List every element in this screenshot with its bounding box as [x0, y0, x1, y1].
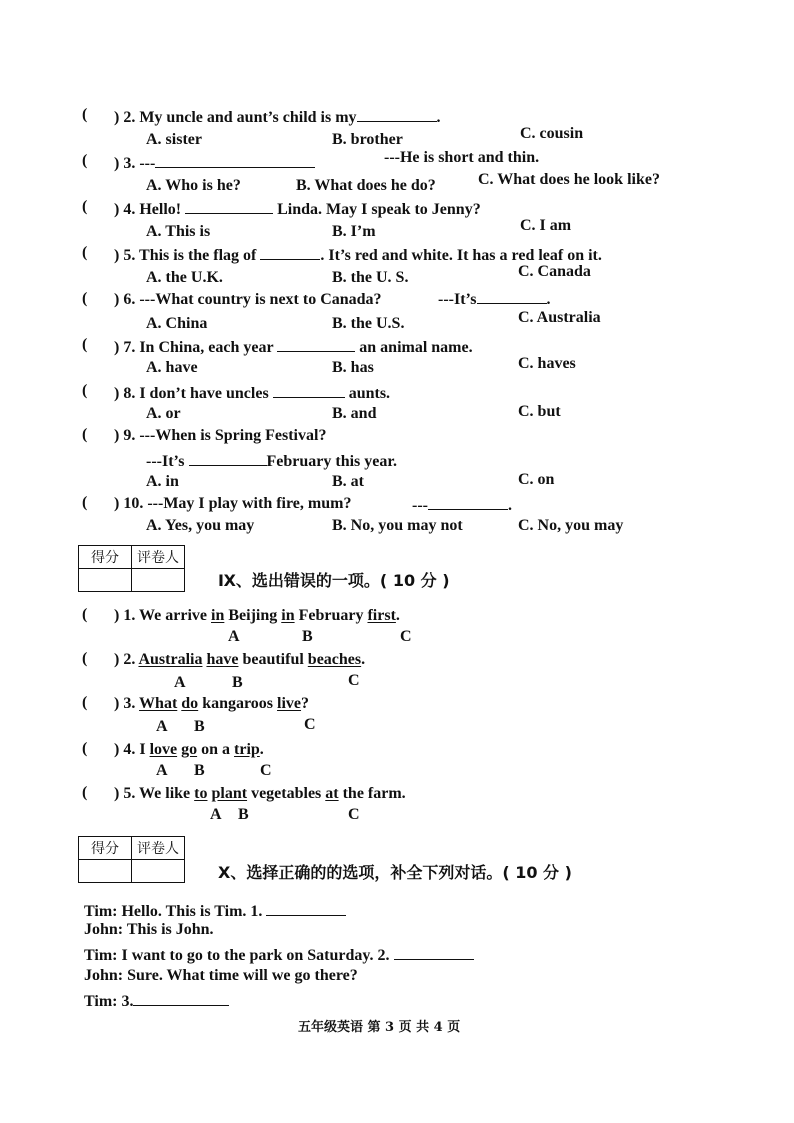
option-b: B. No, you may not — [332, 517, 463, 534]
option-b: B. I’m — [332, 223, 376, 240]
question-tail-text: ---It’s — [438, 291, 477, 308]
question-text: ) 9. ---When is Spring Festival? — [114, 427, 327, 444]
dialogue-line-2: John: This is John. — [84, 921, 214, 938]
answer-paren[interactable]: ( — [82, 784, 88, 801]
option-c: C. Canada — [518, 263, 591, 280]
question-tail-end: . — [546, 291, 551, 308]
letter-c: C — [348, 806, 360, 823]
item-text: . — [361, 651, 366, 668]
question-tail: Linda. May I speak to Jenny? — [277, 201, 481, 218]
answer-blank[interactable] — [185, 198, 273, 214]
page-footer: 五年级英语 第 3 页 共 4 页 — [298, 1020, 461, 1035]
option-c: C. cousin — [520, 125, 584, 142]
dialogue-text: Tim: I want to go to the park on Saturday. 2. — [84, 947, 390, 964]
answer-paren[interactable]: ( — [82, 244, 88, 261]
score-cell[interactable] — [79, 860, 132, 883]
letter-a: A — [156, 718, 168, 735]
score-box — [78, 545, 185, 592]
answer-paren[interactable]: ( — [82, 426, 88, 443]
question-9 — [114, 426, 326, 446]
option-c: C. but — [518, 403, 561, 420]
question-text: ) 5. This is the flag of — [114, 247, 257, 264]
option-a: A. Who is he? — [146, 177, 241, 194]
answer-paren[interactable]: ( — [82, 152, 88, 169]
underlined-b: do — [181, 695, 199, 712]
option-b: B. the U.S. — [332, 315, 405, 332]
dialogue-text: Tim: 3. — [84, 993, 134, 1010]
dialogue-line-3 — [84, 944, 474, 966]
answer-blank[interactable] — [277, 336, 355, 352]
letter-b: B — [194, 762, 205, 779]
answer-paren[interactable]: ( — [82, 694, 88, 711]
section-9-title: Ⅸ、选出错误的一项。( 10 分 ) — [218, 571, 450, 590]
underlined-c: live — [277, 695, 302, 712]
grader-cell[interactable] — [132, 569, 185, 592]
answer-blank[interactable] — [266, 900, 346, 916]
option-a: A. Yes, you may — [146, 517, 255, 534]
letter-c: C — [260, 762, 272, 779]
dialogue-line-4: John: Sure. What time will we go there? — [84, 967, 358, 984]
underlined-a: What — [139, 695, 178, 712]
error-item-5 — [114, 784, 406, 804]
answer-blank[interactable] — [155, 152, 315, 168]
option-c: C. I am — [520, 217, 572, 234]
option-b: B. the U. S. — [332, 269, 409, 286]
option-c: C. No, you may — [518, 517, 624, 534]
option-b: B. and — [332, 405, 377, 422]
underlined-c: first — [367, 607, 396, 624]
answer-paren[interactable]: ( — [82, 336, 88, 353]
letter-a: A — [210, 806, 222, 823]
answer-blank[interactable] — [189, 450, 267, 466]
item-text: ) 2. — [114, 651, 139, 668]
option-c: C. on — [518, 471, 555, 488]
answer-paren[interactable]: ( — [82, 382, 88, 399]
section-10-title: Ⅹ、选择正确的的选项，补全下列对话。( 10 分 ) — [218, 863, 572, 882]
option-b: B. at — [332, 473, 364, 490]
option-a: A. in — [146, 473, 179, 490]
question-tail: . It’s red and white. It has a red leaf on it. — [320, 247, 602, 264]
letter-c: C — [400, 628, 412, 645]
letter-c: C — [348, 672, 360, 689]
question-4 — [114, 198, 481, 220]
underlined-c: beaches — [307, 651, 362, 668]
item-text: vegetables — [247, 785, 326, 802]
question-line2-start: ---It’s — [146, 453, 185, 470]
option-c: C. What does he look like? — [478, 171, 660, 188]
grader-label: 评卷人 — [132, 546, 185, 569]
answer-blank[interactable] — [477, 288, 547, 304]
score-cell[interactable] — [79, 569, 132, 592]
answer-paren[interactable]: ( — [82, 740, 88, 757]
error-item-1 — [114, 606, 400, 626]
answer-paren[interactable]: ( — [82, 198, 88, 215]
answer-blank[interactable] — [428, 494, 508, 510]
option-c: C. haves — [518, 355, 576, 372]
question-text: ) 3. --- — [114, 155, 156, 172]
option-c: C. Australia — [518, 309, 601, 326]
question-text: ) 10. ---May I play with fire, mum? — [114, 495, 352, 512]
question-3 — [114, 152, 315, 174]
item-text: on a — [197, 741, 235, 758]
dialogue-line-1 — [84, 900, 346, 922]
dialogue-line-5 — [84, 990, 229, 1012]
question-text: ) 2. My uncle and aunt’s child is my — [114, 109, 357, 126]
underlined-a: Australia — [138, 651, 203, 668]
letter-b: B — [302, 628, 313, 645]
question-9-line2 — [146, 450, 397, 472]
item-text: beautiful — [238, 651, 308, 668]
letter-a: A — [174, 674, 186, 691]
answer-blank[interactable] — [133, 990, 229, 1006]
question-8 — [114, 382, 390, 404]
item-text: ) 3. — [114, 695, 140, 712]
question-text: ) 7. In China, each year — [114, 339, 274, 356]
grader-label: 评卷人 — [132, 837, 185, 860]
letter-c: C — [304, 716, 316, 733]
answer-blank[interactable] — [273, 382, 345, 398]
underlined-a: to — [194, 785, 208, 802]
letter-a: A — [156, 762, 168, 779]
question-tail: aunts. — [348, 385, 391, 402]
option-a: A. This is — [146, 223, 211, 240]
item-text: ) 1. We arrive — [114, 607, 212, 624]
letter-b: B — [194, 718, 205, 735]
letter-b: B — [238, 806, 249, 823]
letter-b: B — [232, 674, 243, 691]
item-text: . — [395, 607, 400, 624]
question-text: ) 6. ---What country is next to Canada? — [114, 291, 382, 308]
question-text: ) 4. Hello! — [114, 201, 182, 218]
underlined-b: go — [181, 741, 198, 758]
error-item-3 — [114, 694, 309, 714]
question-tail: . — [436, 109, 441, 126]
answer-paren[interactable]: ( — [82, 650, 88, 667]
option-a: A. sister — [146, 131, 202, 148]
question-6 — [114, 290, 382, 310]
underlined-a: love — [149, 741, 178, 758]
question-tail — [412, 494, 512, 516]
error-item-4 — [114, 740, 264, 760]
answer-paren[interactable]: ( — [82, 606, 88, 623]
option-b: B. What does he do? — [296, 177, 436, 194]
answer-blank[interactable] — [394, 944, 474, 960]
question-text: ) 8. I don’t have uncles — [114, 385, 269, 402]
answer-blank[interactable] — [260, 244, 320, 260]
question-tail: an animal name. — [359, 339, 473, 356]
underlined-c: trip — [234, 741, 260, 758]
underlined-b: plant — [211, 785, 248, 802]
item-text: the farm. — [338, 785, 406, 802]
item-text: ? — [301, 695, 310, 712]
score-label: 得分 — [79, 837, 132, 860]
option-b: B. has — [332, 359, 374, 376]
answer-paren[interactable]: ( — [82, 494, 88, 511]
underlined-b: have — [206, 651, 239, 668]
item-text: kangaroos — [198, 695, 278, 712]
underlined-a: in — [211, 607, 225, 624]
grader-cell[interactable] — [132, 860, 185, 883]
question-tail-text: --- — [412, 497, 428, 514]
letter-a: A — [228, 628, 240, 645]
underlined-b: in — [281, 607, 295, 624]
underlined-c: at — [325, 785, 339, 802]
score-label: 得分 — [79, 546, 132, 569]
answer-blank[interactable] — [357, 106, 437, 122]
question-tail — [438, 288, 551, 310]
option-a: A. China — [146, 315, 208, 332]
item-text: Beijing — [224, 607, 282, 624]
dialogue-text: Tim: Hello. This is Tim. 1. — [84, 903, 263, 920]
item-text: ) 4. I — [114, 741, 150, 758]
error-item-2 — [114, 650, 365, 670]
question-2 — [114, 106, 441, 128]
question-tail: ---He is short and thin. — [384, 149, 540, 166]
option-b: B. brother — [332, 131, 403, 148]
answer-paren[interactable]: ( — [82, 106, 88, 123]
answer-paren[interactable]: ( — [82, 290, 88, 307]
question-7 — [114, 336, 473, 358]
question-line2-end: February this year. — [266, 453, 398, 470]
option-a: A. have — [146, 359, 198, 376]
question-10 — [114, 494, 351, 514]
option-a: A. or — [146, 405, 181, 422]
item-text: February — [294, 607, 368, 624]
item-text: . — [259, 741, 264, 758]
item-text: ) 5. We like — [114, 785, 195, 802]
option-a: A. the U.K. — [146, 269, 223, 286]
question-tail-end: . — [507, 497, 512, 514]
score-box — [78, 836, 185, 883]
